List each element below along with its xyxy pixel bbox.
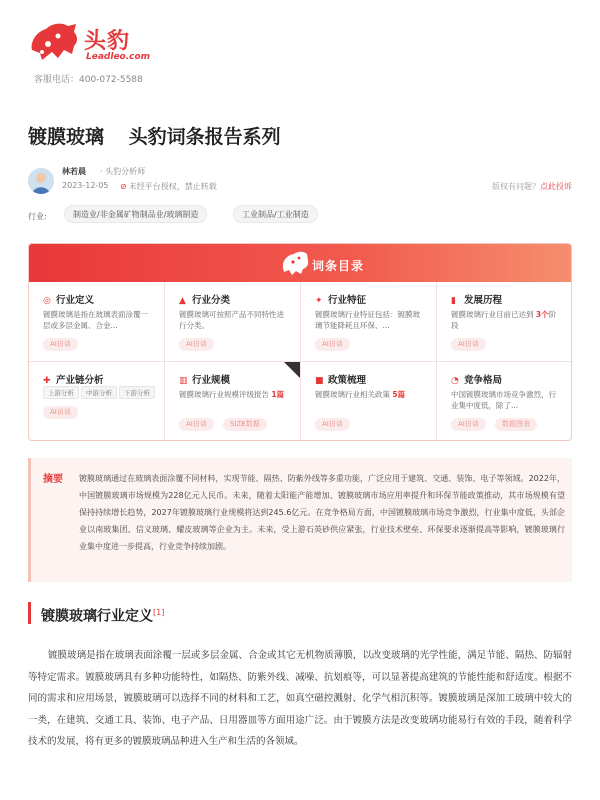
author-row [28,166,572,194]
copyright-question: 版权有问题？ [492,182,540,191]
ai-interview-pill[interactable]: AI访谈 [179,338,214,351]
catalog-item-desc: 镀膜玻璃行业特征包括：镀膜玻璃节能降耗且环保、... [315,310,420,330]
abstract-label: 摘要 [43,474,63,485]
catalog-item-label: 政策梳理 [328,375,367,386]
downstream-pill[interactable]: 下游分析 [119,386,155,399]
history-icon: ▮ [451,296,456,306]
catalog-item-chain[interactable] [29,362,165,441]
leopard-logo-icon [28,20,80,64]
catalog-title: 词条目录 [312,259,365,273]
ai-interview-pill[interactable]: AI访谈 [315,338,350,351]
brand-name: 头豹 [84,29,131,54]
catalog-item-label: 产业链分析 [56,375,104,386]
catalog-item-definition[interactable] [29,282,165,362]
author-name[interactable]: 林若晨 [62,167,86,176]
brand-site: Leadleo.com [86,52,151,62]
reprint-notice-text: 未经平台授权，禁止转载 [128,182,217,191]
catalog-item-title [451,292,502,306]
catalog-item-desc [315,389,427,400]
copyright-notice [492,181,572,192]
catalog-item-desc [451,309,563,331]
catalog-item-desc: 中国镀膜玻璃市场竞争激烈，行业集中度低，除了... [451,390,556,410]
leopard-head-icon [281,250,309,276]
target-icon: ◎ [43,296,51,306]
scale-icon: ▥ [179,376,188,386]
catalog-item-classification[interactable] [165,282,301,362]
catalog-item-desc [179,389,291,400]
title-main: 镀膜玻璃 [28,126,105,148]
ai-interview-pill[interactable]: AI访谈 [315,418,350,431]
catalog-item-title [43,372,104,386]
leadleo-logo[interactable] [28,20,151,68]
catalog-panel [28,243,572,441]
catalog-item-label: 行业特征 [328,295,367,306]
data-chart-pill[interactable]: 数据图表 [495,418,537,431]
catalog-item-desc: 镀膜玻璃是指在玻璃表面涂覆一层或多层金属、合金... [43,310,148,330]
catalog-item-title [179,292,230,306]
page-title [28,122,299,149]
catalog-item-features[interactable] [301,282,437,362]
competition-icon: ◔ [451,376,459,386]
forbidden-icon: ⊘ [120,182,127,191]
catalog-item-label: 发展历程 [464,295,503,306]
policy-icon: ■ [315,376,324,386]
desc-pre: 镀膜玻璃行业规模评级报告 [179,390,272,399]
ai-interview-pill[interactable]: AI访谈 [43,406,78,419]
desc-count: 1篇 [271,390,285,399]
catalog-item-label: 行业规模 [192,375,231,386]
corner-flag-icon [284,362,300,378]
industry-label: 行业: [28,212,47,221]
title-series: 头豹词条报告系列 [128,126,281,148]
catalog-item-title [315,372,366,386]
section-heading [28,602,164,624]
catalog-item-history[interactable] [437,282,572,362]
catalog-header [29,244,571,282]
catalog-item-title [315,292,366,306]
catalog-item-label: 行业定义 [56,295,95,306]
size-data-pill[interactable]: SIZE数据 [223,418,267,431]
avatar[interactable] [28,168,54,194]
catalog-item-competition[interactable] [437,362,572,441]
ai-interview-pill[interactable]: AI访谈 [43,338,78,351]
features-icon: ✦ [315,296,323,306]
catalog-item-title [451,372,502,386]
ai-interview-pill[interactable]: AI访谈 [179,418,214,431]
desc-count: 3个 [535,310,549,319]
reference-link[interactable]: [1] [153,608,165,617]
chain-icon: ✚ [43,376,51,386]
report-link[interactable]: 点此投诉 [540,182,572,191]
publish-date: 2023-12-05 [62,181,109,190]
desc-post: 阶段 [451,310,557,330]
desc-count: 5篇 [392,390,406,399]
abstract-text: 镀膜玻璃通过在玻璃表面涂覆不同材料，实现节能、隔热、防紫外线等多重功能，广泛应用于建筑、交通、装饰、电子等领域。2022年，中国镀膜玻璃市场规模为228亿元人民币。未来，随着太阳能产能增加、镀膜玻璃市场应用率提升和环保节能政策推动，其市场规模有望保持持续增长趋势，2027年镀膜玻璃行业规模将达到245.6亿元。在竞争格局方面，中国镀膜玻璃市场竞争激烈，行业集中度低，头部企业以南玻集团、信义玻璃、耀皮玻璃等企业为主。未来，受上游石英砂供应紧张，行业技术壁垒、环保要求逐渐提高等影响，镀膜玻璃行业集中度进一步提高，行业竞争持续加剧。 [79,474,565,551]
avatar-image-icon [28,168,54,194]
industry-tag[interactable]: 制造业/非金属矿物制品业/玻璃制造 [64,205,207,223]
catalog-item-policy[interactable] [301,362,437,441]
reprint-notice [120,181,217,192]
classification-icon: ▲ [179,296,186,306]
industry-tag[interactable]: 工业制品/工业制造 [233,205,318,223]
industry-tags [28,205,572,227]
desc-pre: 镀膜玻璃行业相关政策 [315,390,393,399]
author-org: · 头豹分析师 [100,167,146,176]
section-heading-text: 镀膜玻璃行业定义 [41,608,153,625]
catalog-item-label: 竞争格局 [464,375,503,386]
upstream-pill[interactable]: 上游分析 [43,386,79,399]
midstream-pill[interactable]: 中游分析 [81,386,117,399]
catalog-item-title [179,372,230,386]
abstract-box [28,458,572,582]
catalog-item-scale[interactable] [165,362,301,441]
catalog-item-title [43,292,94,306]
ai-interview-pill[interactable]: AI访谈 [451,338,486,351]
desc-pre: 镀膜玻璃行业目前已达到 [451,310,536,319]
catalog-item-desc: 镀膜玻璃可按照产品不同特性进行分类。 [179,310,284,330]
ai-interview-pill[interactable]: AI访谈 [451,418,486,431]
catalog-item-label: 行业分类 [192,295,231,306]
hotline-text: 客服电话：400-072-5588 [34,75,143,85]
section-body: 镀膜玻璃是指在玻璃表面涂覆一层或多层金属、合金或其它无机物质薄膜，以改变玻璃的光学性能，满足节能、隔热、防辐射等特定需求。镀膜玻璃具有多种功能特性，如隔热、防紫外线、减噪、抗划痕等，可以显著提高建筑的节能性能和舒适度。根据不同的需求和应用场景，镀膜玻璃可以选择不同的材料和工艺，如真空磁控溅射、化学气相沉积等。镀膜玻璃是深加工玻璃中较大的一类，在建筑、交通工具、装饰、电子产品、日用器皿等方面用途广泛。由于镀膜方法是改变玻璃功能易行有效的手段，随着科学技术的发展，将有更多的镀膜玻璃品种进入生产和生活的各领域。 [28,650,572,747]
